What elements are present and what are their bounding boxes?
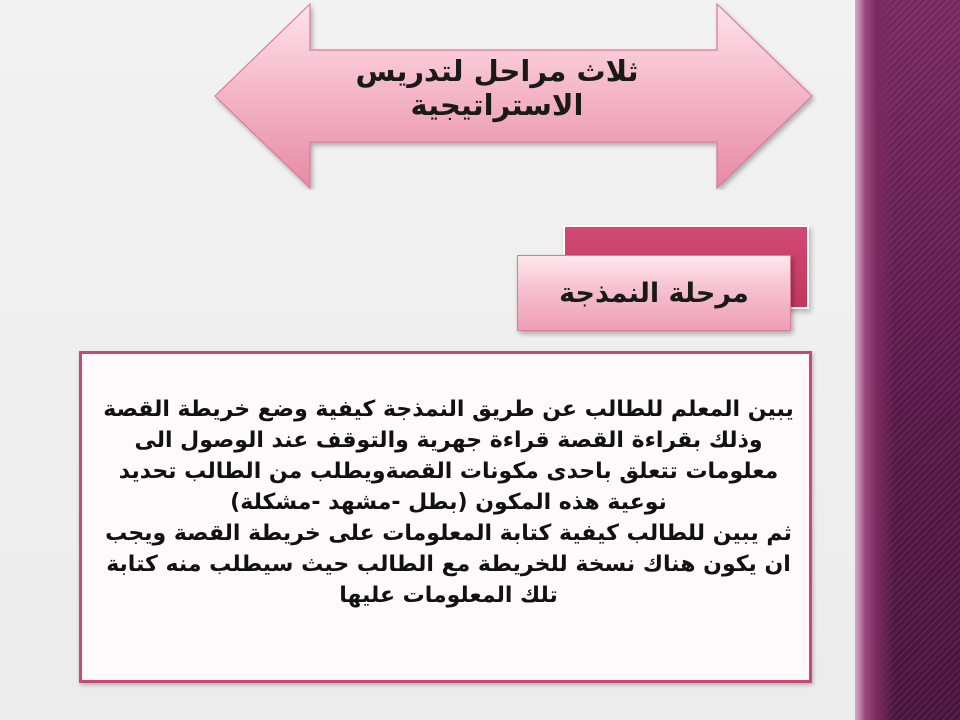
description-paragraph: يبين المعلم للطالب عن طريق النمذجة كيفية وضع خريطة القصة وذلك بقراءة القصة قراءة جهرية والتوقف عند الوصول الى معلومات تتعلق باحدى مكونات القصةويطلب من الطالب تحديد نوعية هذه المكون (بطل -مشهد -مشكلة)	[103, 397, 794, 515]
double-arrow-shape	[212, 2, 817, 190]
description-box	[79, 351, 812, 683]
arrow-title: ثلاث مراحل لتدريس الاستراتيجية	[355, 54, 639, 122]
decorative-side-bar	[855, 0, 960, 720]
stage-label: مرحلة النمذجة	[517, 255, 791, 331]
description-paragraph: ثم يبين للطالب كيفية كتابة المعلومات على خريطة القصة ويجب ان يكون هناك نسخة للخريطة مع الطالب حيث سيطلب منه كتابة تلك المعلومات عليها	[105, 521, 792, 608]
description-text	[96, 394, 801, 611]
